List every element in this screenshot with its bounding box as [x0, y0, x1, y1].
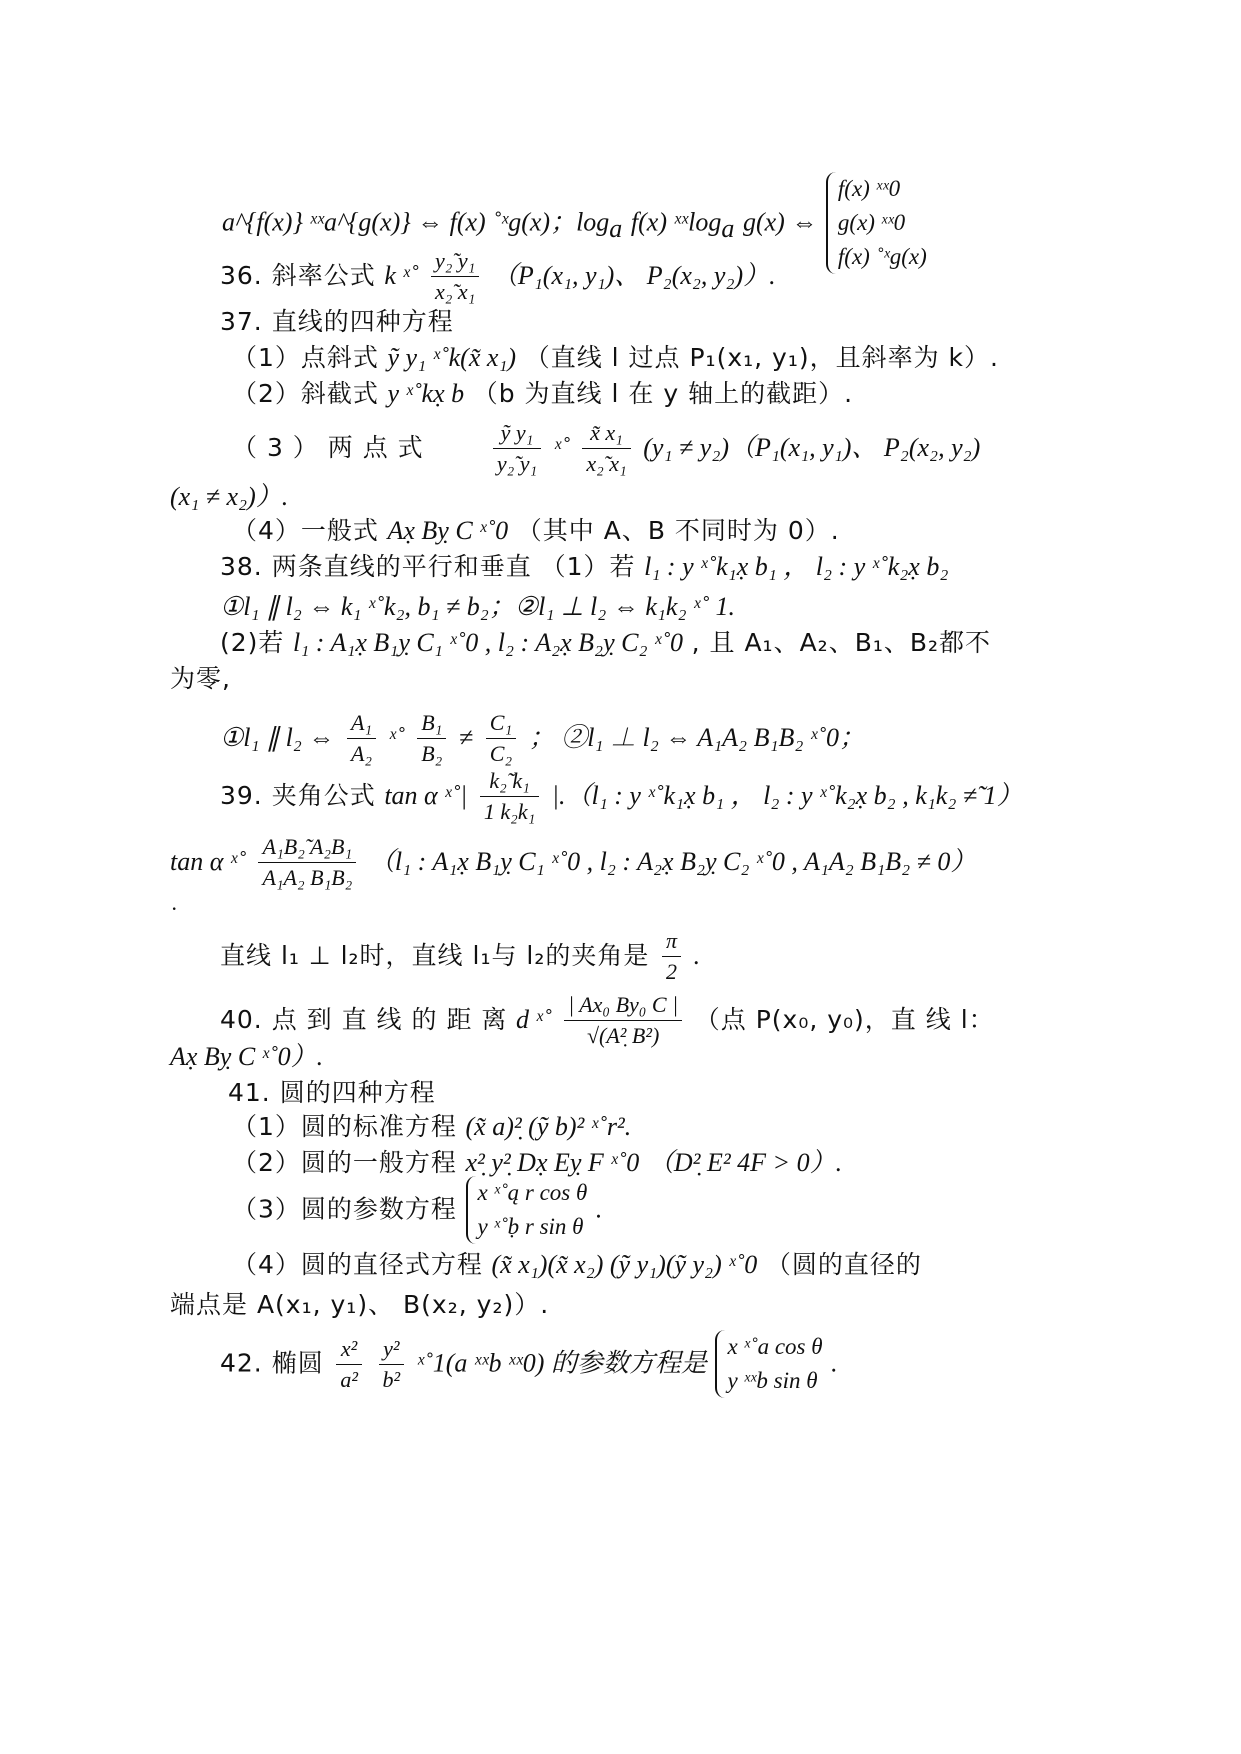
- distance-num: | Ax₀ By₀ C |: [564, 990, 682, 1021]
- slope-intercept-label: （2）斜截式: [232, 379, 379, 408]
- condition-system: [826, 172, 927, 274]
- ratio-c-den: C₂: [489, 741, 513, 766]
- circle-standard-formula: (x̃ a)²̣ (ỹ b)² ˣ˚r².: [465, 1112, 632, 1141]
- ellipse-y-term: [379, 1334, 405, 1395]
- angle-condition: |.（l₁ : y ˣ˚k₁x̣ b₁ ， l₂ : y ˣ˚k₂x̣ b₂ , k₁k₂ ≠̃ 1）: [551, 781, 1023, 810]
- condition-1: f(x) ˣˣ0: [837, 176, 901, 201]
- ellipse-param-system: [715, 1330, 822, 1398]
- point-slope-formula: ỹ y₁ ˣ˚k(x̃ x₁): [387, 343, 517, 372]
- angle-num: k₂̃ k₁: [480, 766, 539, 797]
- case-2-label: (2)若: [220, 628, 285, 657]
- circle-diameter-note: （圆的直径的: [765, 1250, 922, 1279]
- condition-3: f(x) ˚ˣg(x): [837, 244, 927, 269]
- section-38-lines: l₁ : y ˣ˚k₁x̣ b₁ ， l₂ : y ˣ˚k₂x̣ b₂: [644, 552, 949, 581]
- section-40: [220, 990, 995, 1051]
- circle-param-end: .: [595, 1194, 603, 1224]
- perp-angle-line: [220, 926, 700, 987]
- parallel-perp-general: [220, 708, 865, 769]
- slope-intercept-note: （b 为直线 l 在 y 轴上的截距）.: [472, 379, 854, 408]
- two-point-den-y: y₂̃ y₁: [496, 451, 538, 476]
- ellipse-condition: ˣ˚1(a ˣˣb ˣˣ0) 的参数方程是: [416, 1348, 707, 1378]
- case-2-lines: l₁ : A₁x̣ B₁ỵ C₁ ˣ˚0 , l₂ : A₂x̣ B₂ỵ C₂ ˣ˚0: [293, 628, 684, 657]
- slope-denominator: x₂̃ x₁: [434, 279, 476, 304]
- general-form-note: （其中 A、B 不同时为 0）.: [516, 516, 840, 545]
- two-point-fraction-y: [493, 418, 541, 479]
- slope-points: （P₁(x₁, y₁)、 P₂(x₂, y₂)）.: [491, 261, 776, 290]
- general-form-line: [232, 514, 840, 548]
- two-point-den-x: x₂̃ x₁: [586, 451, 627, 476]
- circle-general-label: （2）圆的一般方程: [232, 1148, 457, 1177]
- section-37-heading: 37. 直线的四种方程: [220, 307, 454, 336]
- ratio-b-den: B₂: [421, 741, 443, 766]
- formula-left3: g(x) ⇔: [742, 207, 818, 237]
- section-42-heading: 42. 椭圆: [220, 1348, 324, 1378]
- ellipse-end: .: [831, 1348, 838, 1378]
- two-point-fraction-x: [582, 418, 630, 479]
- circle-standard-label: （1）圆的标准方程: [232, 1112, 457, 1141]
- section-40-heading: 40. 点 到 直 线 的 距 离: [220, 1005, 508, 1034]
- ellipse-param-x: x ˣ˚a cos θ: [727, 1334, 823, 1359]
- ratio-a-den: A₂: [350, 741, 373, 766]
- circle-diameter-note-cont: 端点是 A(x₁, y₁)、 B(x₂, y₂)）.: [170, 1290, 550, 1319]
- ellipse-x-term: [336, 1334, 362, 1395]
- formula-exp-log: a^{f(x)} ˣˣa^{g(x)} ⇔ f(x) ˚ˣg(x)；$\log_a f(x)$ ˣˣlog$_a$ g(x) ⇔ f(x) ˣˣ0 g(x) ˣˣ0 f(x) ˚ˣg(x): [222, 172, 927, 274]
- condition-2: g(x) ˣˣ0: [837, 210, 906, 235]
- ratio-c: [486, 708, 516, 769]
- ratio-c-num: C₁: [486, 708, 516, 739]
- ellipse-y-num: y²: [379, 1334, 405, 1365]
- slope-intercept-line: [232, 377, 853, 411]
- distance-den: √(A²̣ B²): [586, 1023, 660, 1048]
- pi-over-2: [662, 926, 681, 987]
- angle-general: [170, 832, 976, 893]
- pi-num: π: [662, 926, 681, 957]
- parallel-cond: ①l₁ ∥ l₂ ⇔: [220, 723, 335, 752]
- two-point-line: [232, 418, 980, 479]
- slope-fraction: [431, 246, 479, 307]
- angle-condition-2: （l₁ : A₁x̣ B₁ỵ C₁ ˣ˚0 , l₂ : A₂x̣ B₂ỵ C₂ ˣ˚0 , A₁A₂ B₁B₂ ≠ 0）: [368, 847, 977, 876]
- ellipse-x-den: a²: [340, 1366, 358, 1392]
- angle-num-2: A₁B₂̃ A₂B₁: [258, 832, 356, 863]
- slope-intercept-formula: y ˣ˚kx̣ b: [387, 379, 465, 408]
- two-point-condition-cont: (x₁ ≠ x₂)）.: [170, 482, 289, 511]
- case-2-note-cont: 为零,: [170, 664, 231, 693]
- ellipse-param-y: y ˣˣb sin θ: [727, 1368, 818, 1393]
- stray-period: .: [172, 890, 178, 915]
- circle-standard-line: [232, 1110, 631, 1144]
- two-point-label: （ 3 ） 两 点 式: [232, 433, 424, 462]
- section-36: [220, 246, 776, 307]
- perp-angle-text: 直线 l₁ ⊥ l₂时，直线 l₁与 l₂的夹角是: [220, 941, 650, 970]
- tan-alpha-2: tan α ˣ˚: [170, 847, 246, 876]
- circle-general-cond: （D²̣ E² 4F > 0）.: [647, 1148, 843, 1177]
- circle-general-line: [232, 1146, 842, 1180]
- perp-angle-end: .: [693, 941, 701, 970]
- angle-fraction-2: [258, 832, 356, 893]
- circle-param-system: [466, 1176, 588, 1244]
- circle-diameter-line: [232, 1248, 922, 1282]
- point-slope-line: [232, 341, 999, 375]
- case-2-note: , 且 A₁、A₂、B₁、B₂都不: [691, 628, 992, 657]
- ratio-b-num: B₁: [417, 708, 446, 739]
- circle-diameter-formula: (x̃ x₁)(x̃ x₂) (ỹ y₁)(ỹ y₂) ˣ˚0: [491, 1250, 758, 1279]
- distance-fraction: [564, 990, 682, 1051]
- parallel-perp-slope: ①l₁ ∥ l₂ ⇔ k₁ ˣ˚k₂, b₁ ≠ b₂；②l₁ ⊥ l₂ ⇔ k₁k₂ ˣ˚ 1.: [220, 592, 735, 621]
- section-38-heading: 38. 两条直线的平行和垂直 （1）若: [220, 552, 636, 581]
- section-39: [220, 766, 1023, 827]
- distance-d: d ˣ˚: [515, 1005, 552, 1034]
- ratio-a: [347, 708, 376, 769]
- slope-numerator: y₂̃ y₁: [431, 246, 479, 277]
- circle-general-formula: x²̣ y²̣ Dx̣ Eỵ F ˣ˚0: [465, 1148, 640, 1177]
- general-form-formula: Ax̣ Bỵ C ˣ˚0: [387, 516, 509, 545]
- angle-den: 1 k₂k₁: [483, 799, 536, 824]
- two-point-num-x: x̃ x₁: [582, 418, 630, 449]
- general-lines-case: [220, 626, 991, 660]
- section-41-heading: 41. 圆的四种方程: [228, 1078, 436, 1107]
- pi-den: 2: [666, 959, 677, 984]
- section-39-heading: 39. 夹角公式: [220, 781, 376, 810]
- ratio-a-num: A₁: [347, 708, 376, 739]
- two-point-equals: ˣ˚: [553, 433, 570, 462]
- circle-param-label: （3）圆的参数方程: [232, 1194, 457, 1224]
- ratio-not-equal: ≠: [458, 723, 474, 752]
- circle-param-y: y ˣ˚ḅ r sin θ: [477, 1214, 584, 1239]
- formula-left: a^{f(x)} ˣˣa^{g(x)} ⇔ f(x) ˚ˣg(x)；log: [222, 207, 610, 237]
- point-slope-label: （1）点斜式: [232, 343, 379, 372]
- circle-param-line: [232, 1176, 602, 1244]
- general-form-label: （4）一般式: [232, 516, 379, 545]
- ellipse-y-den: b²: [382, 1366, 401, 1392]
- circle-diameter-label: （4）圆的直径式方程: [232, 1250, 483, 1279]
- distance-line-cont: Ax̣ Bỵ C ˣ˚0）.: [170, 1042, 324, 1071]
- distance-note: （点 P(x₀, y₀)，直 线 l：: [694, 1005, 995, 1034]
- two-point-condition: (y₁ ≠ y₂)（P₁(x₁, y₁)、 P₂(x₂, y₂): [643, 433, 981, 462]
- ellipse-x-num: x²: [336, 1334, 362, 1365]
- angle-den-2: A₁A₂ B₁B₂: [262, 865, 353, 890]
- section-36-heading: 36. 斜率公式: [220, 261, 376, 290]
- formula-left2: f(x) ˣˣlog: [630, 207, 722, 237]
- angle-fraction: [480, 766, 539, 827]
- two-point-num-y: ỹ y₁: [493, 418, 541, 449]
- point-slope-note: （直线 l 过点 P₁(x₁, y₁)，且斜率为 k）.: [524, 343, 999, 372]
- section-38: [220, 550, 948, 584]
- perp-cond: ； ②l₁ ⊥ l₂ ⇔ A₁A₂ B₁B₂ ˣ˚0；: [528, 723, 865, 752]
- ratio-b: [417, 708, 446, 769]
- circle-param-x: x ˣ˚ą r cos θ: [477, 1180, 588, 1205]
- ratio-equals: ˣ˚: [388, 723, 405, 752]
- tan-alpha: tan α ˣ˚|: [384, 781, 468, 810]
- slope-k: k ˣ˚: [384, 261, 419, 290]
- section-42: [220, 1330, 838, 1398]
